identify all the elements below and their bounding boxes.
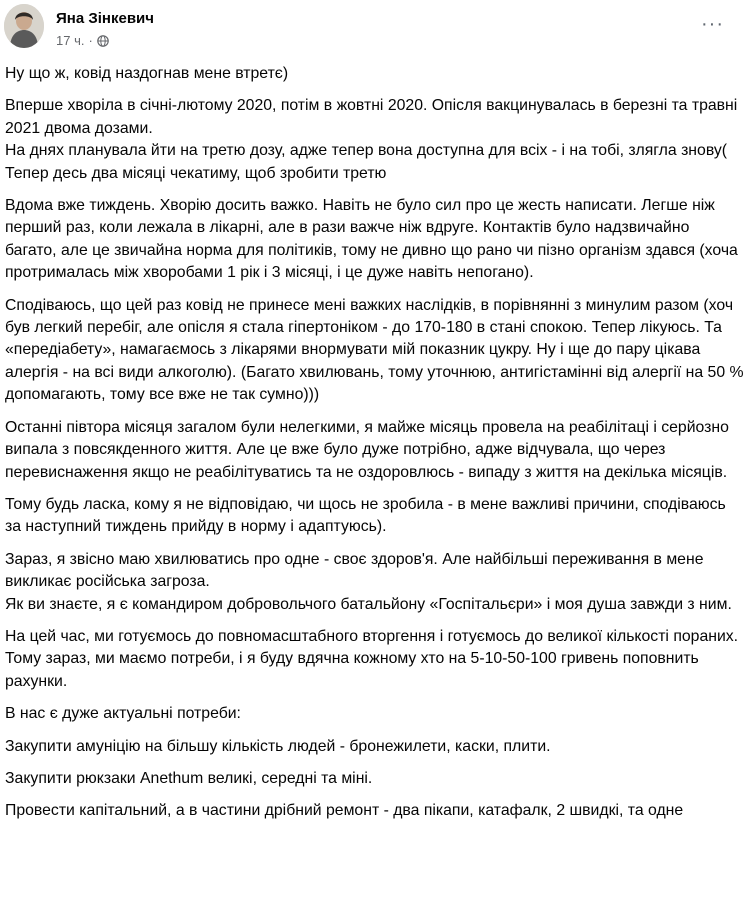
meta-separator: ·	[88, 33, 93, 48]
post-paragraph: Закупити амуніцію на більшу кількість людей - бронежилети, каски, плити.	[5, 737, 551, 755]
post-body	[5, 63, 745, 833]
post-paragraph: Вдома вже тиждень. Хворію досить важко. Навіть не було сил про це жесть написати. Легше ніж перший раз, коли лежала в лікарні, але в рази важче ніж вдруге. Контактів було надзвичайно багато, але це звичайна норма для політиків, тому не дивно що рано чи пізно організм здався (хоча протрималась між хворобами 1 рік і 3 місяці, і це дуже навіть непогано).	[5, 197, 738, 282]
post-paragraph: Ну що ж, ковід наздогнав мене втретє)	[5, 65, 289, 82]
author-name[interactable]: Яна Зінкевич	[56, 10, 154, 27]
post-paragraph: Сподіваюсь, що цей раз ковід не принесе мені важких наслідків, в порівнянні з минулим разом (хоч був легкий перебіг, але опісля я стала гіпертоніком - до 170-180 в стані спокою. Тепер лікуюсь. Та «передіабету», намагаємось з лікарями внормувати мій показник цукру. Ну і ще до пару цікава алергія - на всі види алкоголю). (Багато хвилювань, тому уточнюю, антигістамінні від алергії на 50 % допомагають, тому все вже не так сумно)))	[5, 296, 744, 404]
post-paragraph: Тому будь ласка, кому я не відповідаю, чи щось не зробила - в мене важливі причини, сподіваюсь за наступний тиждень прийду в норму і адаптуюсь).	[5, 495, 726, 536]
post-paragraph: В нас є дуже актуальні потреби:	[5, 705, 241, 723]
post-paragraph: Закупити рюкзаки Anethum великі, середні та міні.	[5, 769, 373, 787]
post-meta	[56, 33, 109, 48]
post-paragraph: На цей час, ми готуємось до повномасштабного вторгення і готуємось до великої кількості пораних. Тому зараз, ми маємо потреби, і я буду вдячна кожному хто на 5-10-50-100 гривень поповнить рахунки.	[5, 627, 739, 690]
avatar-image	[4, 4, 44, 48]
post-paragraph: Останні півтора місяця загалом були нелегкими, я майже місяць провела на реабілітаці і серйозно випала з повсякденного життя. Але це вже було дуже потрібно, адже відчувала, що через перевиснаження якщо не реабілітуватись та не оздоровлюсь - випаду з життя на декілька місяців.	[5, 418, 729, 481]
post-header	[0, 0, 750, 62]
post-paragraph: Вперше хворіла в січні-лютому 2020, потім в жовтні 2020. Опісля вакцинувалась в березні та травні 2021 двома дозами. На днях планувала йти на третю дозу, адже тепер вона доступна для всіх - і на тобі, злягла знову( Тепер десь два місяці чекатиму, щоб зробити третю	[5, 97, 738, 182]
post-timestamp[interactable]: 17 ч.	[56, 33, 85, 48]
more-options-button[interactable]: ···	[701, 13, 724, 35]
post-paragraph: Зараз, я звісно маю хвилюватись про одне - своє здоров'я. Але найбільші переживання в мене викликає російська загроза. Як ви знаєте, я є командиром добровольчого батальйону «Госпітальєри» і моя душа завжди з ним.	[5, 550, 732, 613]
post-paragraph: Провести капітальний, а в частини дрібний ремонт - два пікапи, катафалк, 2 швидкі, та одне	[5, 802, 684, 820]
globe-icon[interactable]	[97, 35, 109, 47]
author-avatar[interactable]	[4, 4, 44, 48]
